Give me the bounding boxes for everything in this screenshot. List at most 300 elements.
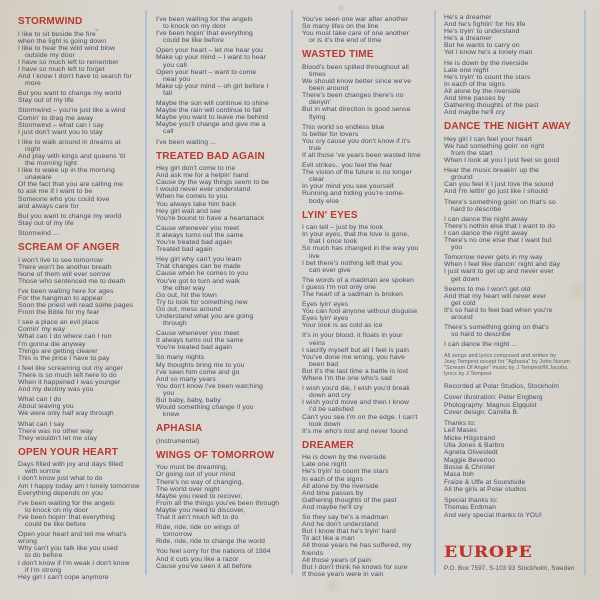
lyric-line: clear bbox=[309, 176, 325, 184]
lyric-stanza bbox=[444, 254, 580, 282]
lyric-stanza bbox=[156, 354, 288, 418]
lyric-line: Evil strikes.. you feel the fear bbox=[302, 162, 393, 170]
lyric-line: more bbox=[25, 80, 41, 88]
publisher-footer bbox=[444, 544, 584, 572]
lyric-line: And time passes by bbox=[444, 95, 506, 103]
lyric-line: from the start bbox=[451, 150, 493, 157]
lyric-stanza bbox=[444, 136, 580, 164]
lyric-line: You don't know I've been watching bbox=[156, 382, 263, 390]
lyric-line: He is down by the riverside bbox=[444, 59, 529, 67]
lyric-line: Can't you see I'm on the edge. I can't bbox=[302, 413, 418, 421]
lyric-line: I have so much left to forget bbox=[18, 65, 105, 73]
lyric-line: down and cry bbox=[309, 392, 351, 400]
lyric-line: near you bbox=[163, 75, 191, 83]
lyric-line: Gathering thoughts of the past bbox=[444, 102, 539, 110]
lyrics-column-1 bbox=[18, 16, 142, 600]
lyric-line: You've seen one war after another bbox=[302, 16, 409, 23]
lyric-line: "Scream Of Anger" music by J.Tempest/M.Jacobs, bbox=[444, 365, 569, 372]
column-divider bbox=[145, 10, 147, 575]
lyric-line: Bosse & Christer bbox=[444, 463, 496, 471]
lyric-line: Ride, ride, ride to change the world bbox=[156, 538, 266, 546]
lyric-line: But in what direction is good sense bbox=[302, 106, 411, 114]
lyric-line: It always turns out the same bbox=[156, 337, 244, 345]
lyric-line: Photography: Magnus Elgquist bbox=[444, 401, 537, 409]
lyric-line: body else bbox=[309, 197, 339, 205]
lyric-line: There's something going on that's bbox=[444, 324, 549, 332]
lyric-line: The world over night bbox=[156, 485, 220, 493]
lyric-line: Soon the priest will read some pages bbox=[18, 302, 134, 310]
lyric-stanza bbox=[18, 461, 142, 496]
lyric-line: Why can't you talk like you used bbox=[18, 545, 118, 553]
lyric-stanza bbox=[18, 139, 142, 210]
lyric-line: Where I'm the one who's sad bbox=[302, 375, 392, 383]
lyric-stanza bbox=[302, 514, 431, 578]
lyric-line: times bbox=[309, 70, 326, 78]
lyric-line: From all the things you've been through bbox=[156, 499, 280, 507]
lyric-line: Cover design: Camilla B. bbox=[444, 408, 519, 416]
lyric-line: Fraize & Uffe at Soundside bbox=[444, 478, 526, 486]
lyric-line: The heart of a sadman is broken bbox=[302, 291, 403, 298]
lyric-line: to knock on my door bbox=[25, 506, 89, 514]
lyric-line: I'm gonna die anyway bbox=[18, 340, 86, 348]
song-title-lyin-eyes: LYIN' EYES bbox=[302, 209, 358, 221]
lyric-stanza bbox=[302, 454, 431, 511]
lyric-line: tomorrow bbox=[163, 531, 193, 539]
lyric-line: We were only half way through bbox=[18, 410, 114, 418]
lyric-line: Am I happy today am I lonely tomorrow bbox=[18, 482, 140, 490]
lyric-line: I can dance the night away bbox=[444, 215, 528, 223]
lyric-stanza bbox=[302, 301, 431, 329]
lyric-line: The vision of the future is no longer bbox=[302, 169, 412, 177]
lyric-line: outside my door bbox=[25, 51, 75, 59]
lyric-line: I like to sit beside the fire bbox=[18, 30, 96, 38]
lyric-line: with sorrow bbox=[25, 468, 61, 476]
lyric-line: He's tryin' to count the stars bbox=[444, 73, 531, 81]
lyric-line: I won't live to see tomorrow bbox=[18, 256, 103, 264]
lyric-line: the other way bbox=[163, 284, 206, 292]
lyric-stanza bbox=[156, 139, 288, 146]
lyric-line: you bbox=[163, 389, 175, 397]
lyric-line: I've seen him come and go bbox=[156, 368, 240, 376]
lyric-line: There's nothin else that I want to do bbox=[444, 222, 556, 230]
lyric-line: Recorded at Polar Studios, Stockholm bbox=[444, 382, 560, 390]
lyric-line: You must be dreaming, bbox=[156, 464, 228, 472]
lyric-line: lyrics by J.Tempest bbox=[444, 371, 492, 378]
lyric-line: And I know I don't have to search for bbox=[18, 73, 132, 81]
lyric-line: All alone by the riverside bbox=[302, 482, 379, 490]
lyric-line: you bbox=[451, 244, 463, 252]
lyric-line: What can I do bbox=[18, 396, 62, 404]
lyric-line: But I know that he's tryin' hard bbox=[302, 528, 396, 536]
lyric-line: Or going out of your mind bbox=[156, 471, 236, 479]
lyrics-column-3 bbox=[302, 16, 431, 600]
lyric-line: Can you feel it I just love the sound bbox=[444, 181, 554, 189]
lyric-line: It's so hard to feel bad when you're bbox=[444, 306, 553, 314]
lyric-line: When it happened I was younger bbox=[18, 379, 121, 387]
lyric-line: ground bbox=[451, 174, 473, 182]
credits-block bbox=[444, 394, 580, 416]
lyric-line: And I'm lettin' go just like I should bbox=[444, 188, 548, 196]
lyric-stanza bbox=[18, 531, 142, 581]
lyric-line: There was no other way bbox=[18, 427, 93, 435]
lyric-line: But you want to change my world bbox=[18, 90, 122, 98]
lyrics-column-2 bbox=[156, 16, 288, 600]
lyric-line: It's me who's lost and never found bbox=[302, 427, 408, 435]
lyric-line: You're treated bad again bbox=[156, 344, 233, 352]
lyric-line: knew bbox=[163, 411, 180, 419]
lyric-line: Running and hiding you're some- bbox=[302, 190, 405, 198]
lyric-line: That it ain't much left to do bbox=[156, 514, 239, 522]
lyric-line: What can I say bbox=[18, 420, 65, 428]
song-title-wasted-time: WASTED TIME bbox=[302, 49, 374, 61]
lyric-line: Open your heart – let me hear you bbox=[156, 47, 263, 55]
lyric-line: call bbox=[163, 128, 174, 136]
lyric-line: And he's fightin' for his life bbox=[444, 21, 526, 29]
lyric-stanza bbox=[302, 124, 431, 159]
lyric-line: He's a dreamer bbox=[444, 14, 492, 21]
lyric-line: When I feel like dancin' night and day bbox=[444, 261, 561, 269]
column-divider bbox=[584, 10, 586, 575]
lyric-line: get cold bbox=[451, 299, 476, 307]
column-divider bbox=[291, 10, 293, 575]
lyric-line: I've been waiting here for ages bbox=[18, 287, 114, 295]
lyric-stanza bbox=[156, 225, 288, 253]
lyric-line: There is so much left here to do bbox=[18, 371, 117, 379]
lyric-line: Stay out of my life bbox=[18, 97, 74, 105]
lyric-line: Seems to me I won't get old bbox=[444, 285, 531, 293]
credits-block bbox=[444, 420, 580, 493]
lyric-line: You're bound to have a heartattack bbox=[156, 214, 265, 222]
lyric-line: Tomorrow never gets in my way bbox=[444, 254, 543, 262]
lyric-line: I sacrify myself but all I feel is pain bbox=[302, 346, 410, 354]
lyric-line: It always turns out the same bbox=[156, 231, 244, 239]
lyric-line: Cause by the way things seem to be bbox=[156, 179, 269, 187]
lyric-stanza bbox=[444, 286, 580, 321]
lyric-stanza bbox=[444, 216, 580, 251]
lyric-line: Cover illustration: Peter Engberg bbox=[444, 394, 543, 402]
column-divider bbox=[434, 10, 436, 575]
lyric-line: I've been waiting for the angels bbox=[156, 16, 253, 23]
lyric-line: But he wants to carry on bbox=[444, 42, 520, 50]
lyric-line: You must take care of one another bbox=[302, 30, 409, 38]
fineprint-block bbox=[444, 354, 580, 378]
lyric-line: Stormwind ... bbox=[18, 229, 59, 237]
lyric-line: And time passes by bbox=[302, 489, 364, 497]
lyric-line: (Instrumental) bbox=[156, 437, 200, 445]
lyric-line: Is better for lovers bbox=[302, 130, 359, 138]
lyric-line: The words of a madman are spoken bbox=[302, 276, 415, 284]
lyric-line: But I don't think he knows for sure bbox=[302, 563, 408, 571]
lyric-line: He is down by the riverside bbox=[302, 454, 387, 462]
lyric-stanza bbox=[302, 332, 431, 382]
lyric-line: Open your heart and tell me what's wrong bbox=[18, 531, 127, 546]
lyric-line: I can tell – just by the look bbox=[302, 224, 384, 232]
song-title-aphasia: APHASIA bbox=[156, 423, 203, 435]
lyric-line: This is the price I have to pay bbox=[18, 354, 110, 362]
lyric-line: veins bbox=[309, 339, 326, 347]
lyric-stanza bbox=[18, 421, 142, 442]
lyric-stanza bbox=[18, 500, 142, 528]
lyric-line: Comin' my way bbox=[18, 326, 66, 334]
lyric-line: Make up your mind – oh girl before I bbox=[156, 82, 269, 90]
lyric-stanza bbox=[302, 224, 431, 274]
lyric-line: Hey girl wait and see bbox=[156, 207, 222, 215]
lyric-stanza bbox=[156, 165, 288, 222]
lyric-line: My thoughts bring me to you bbox=[156, 361, 245, 369]
lyric-line: denyin' bbox=[309, 99, 332, 107]
lyric-line: You cry cause you don't know if it's bbox=[302, 137, 411, 145]
song-title-open-your-heart: OPEN YOUR HEART bbox=[18, 446, 119, 458]
lyric-line: I can dance the night away bbox=[444, 229, 528, 237]
lyric-line: In your mind you see yourself bbox=[302, 183, 394, 191]
lyric-line: Stormwind – what can I say bbox=[18, 121, 104, 129]
lyric-line: And it cuts you like a razor bbox=[156, 555, 239, 563]
lyric-line: There's no one else that I want but bbox=[444, 237, 552, 245]
lyric-line: In each of the signs bbox=[302, 475, 363, 483]
lyric-line: Hey girl don't come to me bbox=[156, 165, 236, 173]
lyric-stanza bbox=[18, 213, 142, 227]
lyric-line: Days filled with joy and days filled bbox=[18, 461, 123, 469]
lyric-line: But it's the last time a battle is lost bbox=[302, 367, 409, 375]
lyric-stanza bbox=[302, 64, 431, 121]
lyric-stanza bbox=[156, 330, 288, 351]
lyric-line: or is it's the end of time bbox=[309, 37, 382, 45]
lyric-line: I like to walk around in dreams at bbox=[18, 138, 121, 146]
lyric-line: you call bbox=[163, 61, 187, 69]
lyric-line: Treated bad again bbox=[156, 246, 213, 254]
lyric-stanza bbox=[444, 167, 580, 195]
lyric-line: Stormwind – you're just like a wind bbox=[18, 107, 126, 115]
lyric-line: You can fool anyone without disguise bbox=[302, 308, 418, 316]
lyric-line: to knock on my door bbox=[163, 23, 227, 31]
lyric-line: I've been waiting for the angels bbox=[18, 499, 115, 507]
lyric-line: You're treated bad again bbox=[156, 239, 233, 247]
lyric-line: Hey girl I can feel your heart bbox=[444, 135, 533, 143]
lyric-line: I wish you'd move and then I know bbox=[302, 399, 409, 407]
lyric-line: I feel like screaming out my anger bbox=[18, 364, 124, 372]
lyric-stanza bbox=[444, 324, 580, 338]
lyric-line: Late one night bbox=[444, 66, 489, 74]
lyric-stanza bbox=[302, 385, 431, 435]
lyric-line: I've been hopin' that everything bbox=[156, 30, 253, 38]
lyric-line: Agneta Olivestedt bbox=[444, 449, 498, 457]
lyric-line: that I once took bbox=[309, 238, 358, 246]
lyric-line: Micke Högstrand bbox=[444, 434, 495, 442]
lyric-line: I've been hopin' that everything bbox=[18, 513, 115, 521]
lyric-line: I have so much left to remember bbox=[18, 58, 119, 66]
lyric-line: I would never ever understand bbox=[156, 186, 251, 194]
lyric-line: Go out, hit the town bbox=[156, 291, 217, 299]
lyric-line: This world so endless blue bbox=[302, 123, 385, 131]
lyric-stanza bbox=[156, 16, 288, 44]
lyrics-column-4 bbox=[444, 14, 580, 600]
lyric-line: Maybe you'll change and give me a bbox=[156, 121, 266, 129]
lyric-line: I wish you'd die, I wish you'd break bbox=[302, 385, 410, 393]
lyric-stanza bbox=[156, 256, 288, 327]
lyric-stanza bbox=[18, 365, 142, 393]
lyric-line: That changes can be made bbox=[156, 263, 241, 271]
lyric-line: We should know better since we've bbox=[302, 78, 412, 86]
lyric-line: It's in your blood, it floats in your bbox=[302, 332, 403, 340]
lyric-line: Open your heart – want to come bbox=[156, 68, 257, 76]
lyric-line: I just don't want you to stay bbox=[18, 128, 103, 136]
lyric-line: Cause when he comes to you bbox=[156, 270, 249, 278]
lyric-line: Special thanks to: bbox=[444, 497, 498, 505]
lyric-line: All songs and lyrics composed and written by bbox=[444, 353, 556, 360]
lyric-stanza bbox=[18, 90, 142, 104]
song-title-wings-of-tomorrow: WINGS OF TOMORROW bbox=[156, 449, 275, 461]
lyric-line: I bet there's nothing left that you bbox=[302, 259, 403, 267]
lyric-line: Yet I know he's a lonely man bbox=[444, 49, 533, 57]
lyric-line: Ulla Jones & Barbro bbox=[444, 442, 505, 450]
lyric-stanza bbox=[18, 396, 142, 417]
lyric-line: been around bbox=[309, 85, 349, 93]
song-title-scream-of-anger: SCREAM OF ANGER bbox=[18, 242, 120, 254]
lyric-line: And maybe he'll cry bbox=[444, 109, 505, 117]
lyric-line: And that my heart will never ever bbox=[444, 292, 547, 300]
lyric-line: I can dance the night ... bbox=[444, 341, 518, 349]
lyric-line: true bbox=[309, 144, 322, 152]
lyric-line: fall bbox=[163, 89, 173, 97]
song-title-dreamer: DREAMER bbox=[302, 439, 354, 451]
song-title-stormwind: STORMWIND bbox=[18, 16, 83, 27]
lyric-line: Joey Tempest except for "Aphasia" by John Norum. bbox=[444, 359, 572, 366]
lyric-line: Those who sentenced me to death bbox=[18, 277, 126, 285]
lyric-stanza bbox=[302, 16, 431, 44]
lyric-stanza bbox=[302, 162, 431, 205]
lyric-line: When he comes to you bbox=[156, 193, 228, 201]
lyric-line: Cause whenever you meet bbox=[156, 224, 240, 232]
lyric-line: And so many years bbox=[156, 375, 216, 383]
lyric-line: And play with kings and queens 'til bbox=[18, 153, 126, 160]
lyric-line: You've got to turn and walk bbox=[156, 277, 240, 285]
lyric-line: live bbox=[309, 252, 320, 260]
lyric-stanza bbox=[18, 288, 142, 316]
lyric-line: Hey girl why can't you learn bbox=[156, 256, 242, 264]
credits-block bbox=[444, 383, 580, 390]
lyric-line: But baby, baby, baby bbox=[156, 397, 221, 404]
lyric-line: Try to look for something new bbox=[156, 298, 248, 306]
lyric-line: the morning light bbox=[25, 160, 77, 168]
lyric-line: Masa Itoh bbox=[444, 471, 474, 479]
lyric-line: There's something goin' on that's so bbox=[444, 198, 556, 206]
lyric-line: So much has changed in the way you bbox=[302, 245, 419, 253]
lyric-line: Thomas Erdtman bbox=[444, 504, 496, 512]
lyric-line: Blood's been spilled throughout all bbox=[302, 63, 409, 71]
lyric-line: if I'm strong bbox=[25, 566, 62, 574]
lyric-line: I just want to get up and never ever bbox=[444, 268, 554, 276]
lyric-line: He's a dreamer bbox=[444, 35, 492, 43]
lyric-stanza bbox=[156, 548, 288, 569]
lyric-stanza bbox=[156, 47, 288, 97]
lyric-line: But you want to change my world bbox=[18, 212, 122, 220]
lyric-line: In each of the signs bbox=[444, 80, 505, 88]
lyric-stanza bbox=[444, 341, 580, 348]
lyric-line: Eyes lyin' eyes bbox=[302, 301, 349, 309]
lyric-line: Eyes lyin' eyes bbox=[302, 315, 349, 323]
lyric-line: could be like before bbox=[25, 521, 86, 529]
lyric-line: They wouldn't let me stay bbox=[18, 434, 97, 442]
lyric-line: Someone who you could love bbox=[18, 195, 110, 203]
lyric-line: I like to hear the wild wind blow bbox=[18, 44, 115, 52]
lyric-line: Cause you've seen it all before bbox=[156, 562, 252, 570]
lyric-line: flying bbox=[309, 113, 326, 121]
lyric-line: look down bbox=[309, 420, 341, 428]
lyric-line: And maybe he'll cry bbox=[302, 503, 363, 511]
lyric-line: And ask me for a helpin' hand bbox=[156, 172, 249, 180]
lyric-stanza bbox=[18, 230, 142, 237]
lyric-line: when the light is going down bbox=[18, 37, 107, 45]
lyric-line: About leaving you bbox=[18, 403, 74, 411]
lyric-line: All the girls at Polar studios bbox=[444, 485, 527, 493]
lyric-line: through bbox=[163, 320, 187, 328]
lyric-line: You always take him back bbox=[156, 200, 237, 208]
lyric-line: He's tryin' to understand bbox=[444, 28, 520, 36]
lyric-line: I don't know just what to do bbox=[18, 475, 103, 483]
song-title-dance-the-night-away: DANCE THE NIGHT AWAY bbox=[444, 121, 572, 133]
lyric-line: Would something change if you bbox=[156, 404, 254, 412]
lyric-stanza bbox=[156, 464, 288, 521]
lyric-line: Maybe you need to discover, bbox=[156, 506, 246, 514]
lyric-line: I don't know if I'm weak I don't know bbox=[18, 559, 130, 567]
lyric-line: to do before bbox=[25, 552, 63, 560]
lyric-line: so hard to describe bbox=[451, 331, 511, 339]
lyric-line: What can I do where can I run bbox=[18, 333, 112, 341]
lyric-line: There won't be another breath bbox=[18, 263, 112, 271]
lyric-line: So many lifes on the line bbox=[302, 23, 379, 31]
lyric-line: Maybe you need to recover, bbox=[156, 492, 243, 500]
lyric-stanza bbox=[302, 277, 431, 298]
lyric-line: to ask me if I want to be bbox=[18, 188, 93, 196]
lyric-line: I see a place an evil place bbox=[18, 319, 99, 327]
lyric-line: All alone by the riverside bbox=[444, 87, 521, 95]
lyric-line: You've done me wrong, you have bbox=[302, 353, 406, 361]
lyric-line: Stay out of my life bbox=[18, 219, 74, 227]
lyric-line: Hey girl I can't cope anymore bbox=[18, 573, 109, 581]
lyric-line: been bad bbox=[309, 360, 339, 368]
lyric-stanza bbox=[444, 14, 580, 57]
lyric-line: And he don't understand bbox=[302, 521, 379, 529]
lyric-line: I guess I'm not only one bbox=[302, 283, 376, 291]
lyric-line: All those years he has suffered, my friends bbox=[302, 542, 412, 557]
lyric-line: If all those 've years been wasted time bbox=[302, 152, 421, 159]
lyric-stanza bbox=[156, 100, 288, 135]
lyric-line: He's tryin' to count the stars bbox=[302, 468, 389, 476]
lyric-line: Everything depends on you bbox=[18, 489, 103, 497]
lyric-line: We had something goin' on right bbox=[444, 142, 545, 150]
lyric-line: Your look is as cold as ice bbox=[302, 322, 383, 330]
lyric-line: Things are getting clearer bbox=[18, 347, 98, 355]
lyric-line: Thanks to: bbox=[444, 420, 476, 428]
lyric-line: So many nights bbox=[156, 354, 205, 362]
lyric-line: I like to wake up in the morning bbox=[18, 167, 115, 175]
lyric-line: Make up your mind – I want to hear bbox=[156, 54, 266, 62]
europe-logo: EUROPE bbox=[444, 543, 533, 562]
lyric-line: In your eyes, that the love is gone, bbox=[302, 231, 410, 239]
lyric-stanza bbox=[18, 319, 142, 362]
lyric-line: When I look at you I just feel so good bbox=[444, 157, 560, 165]
lyric-line: Go out, mess around bbox=[156, 305, 222, 313]
lyric-stanza bbox=[156, 524, 288, 545]
publisher-address: P.O. Box 7597, S-103 93 Stockholm, Sweden bbox=[444, 565, 575, 572]
lyric-line: None of them will ever sorrow bbox=[18, 270, 111, 278]
lyric-line: Maggie Beverloo bbox=[444, 456, 495, 464]
lyric-line: night bbox=[25, 145, 41, 153]
lyric-line: There's been changes there's no bbox=[302, 92, 404, 100]
lyric-line: Understand what you are going bbox=[156, 312, 254, 320]
lyric-line: Maybe the rain will continue to fall bbox=[156, 107, 262, 115]
lyric-line: If those years were in vain bbox=[302, 570, 384, 578]
